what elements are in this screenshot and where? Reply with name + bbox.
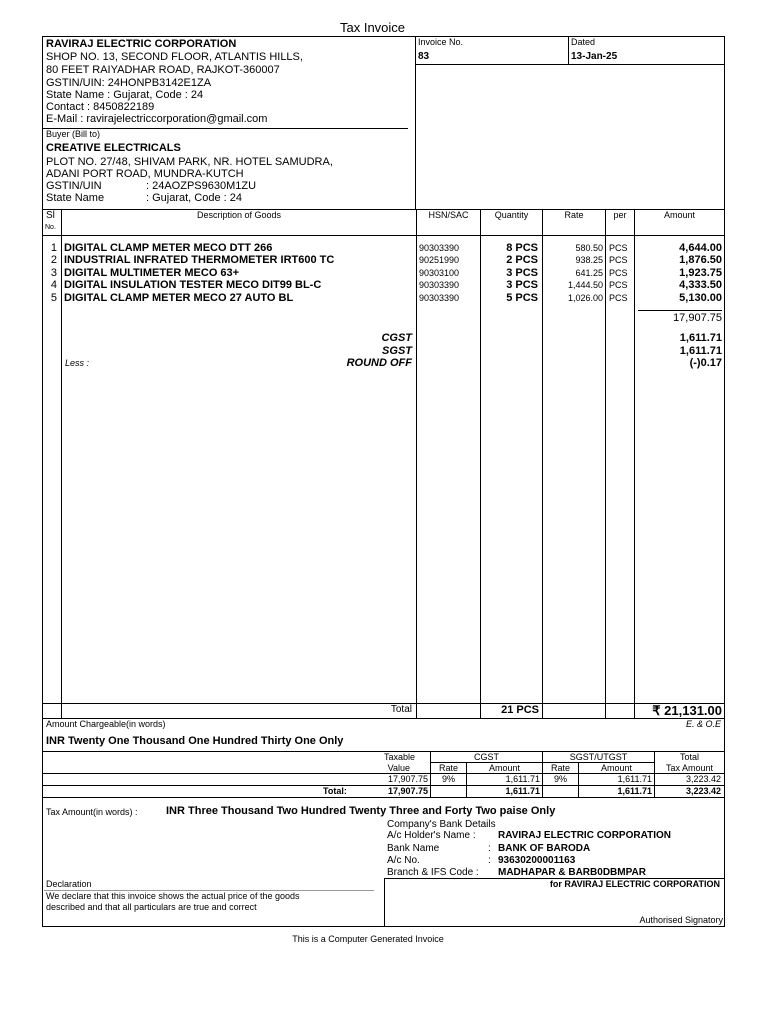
header-amount: Amount xyxy=(663,210,696,220)
item-sl: 2 xyxy=(50,254,57,266)
total-label: Total xyxy=(390,704,412,715)
eoe-label: E. & O.E xyxy=(685,719,721,729)
seller-address-1: SHOP NO. 13, SECOND FLOOR, ATLANTIS HILLS, xyxy=(46,51,303,63)
item-rate: 1,026.00 xyxy=(567,293,603,303)
col-sl-divider xyxy=(61,209,62,718)
less-label: Less : xyxy=(65,358,90,368)
item-per: PCS xyxy=(609,243,628,253)
item-per: PCS xyxy=(609,293,628,303)
tax-words: INR Three Thousand Two Hundred Twenty Three and Forty Two paise Only xyxy=(166,805,556,817)
roundoff-amount: (-)0.17 xyxy=(689,357,722,369)
invoice-box-bottom xyxy=(415,64,724,65)
buyer-address-2: ADANI PORT ROAD, MUNDRA-KUTCH xyxy=(46,168,244,180)
amount-words: INR Twenty One Thousand One Hundred Thirty One Only xyxy=(46,735,344,747)
tax-total-cgst: 1,611.71 xyxy=(505,786,540,796)
header-sl: Sl xyxy=(46,210,55,221)
invoice-title: Tax Invoice xyxy=(340,20,406,35)
seller-state: State Name : Gujarat, Code : 24 xyxy=(46,89,204,101)
item-hsn: 90303390 xyxy=(419,293,460,303)
invoice-no-date-divider xyxy=(568,36,569,64)
tax-header-sgst-amount: Amount xyxy=(600,763,633,773)
bank-acno: 93630200001163 xyxy=(498,855,576,866)
item-per: PCS xyxy=(609,280,628,290)
header-hsn: HSN/SAC xyxy=(428,210,469,220)
item-description: DIGITAL INSULATION TESTER MECO DIT99 BL-C xyxy=(64,279,322,291)
buyer-gstin: : 24AOZPS9630M1ZU xyxy=(146,180,257,192)
item-description: DIGITAL MULTIMETER MECO 63+ xyxy=(64,267,240,279)
footer-note: This is a Computer Generated Invoice xyxy=(292,934,444,944)
item-quantity: 5 PCS xyxy=(506,292,538,304)
buyer-state-label: State Name xyxy=(46,192,105,204)
total-quantity: 21 PCS xyxy=(501,704,539,716)
tax-header-sgst-rate: Rate xyxy=(550,763,570,773)
item-rate: 641.25 xyxy=(575,268,603,278)
cgst-amount: 1,611.71 xyxy=(679,332,722,344)
bank-holder: RAVIRAJ ELECTRIC CORPORATION xyxy=(498,830,671,841)
tax-table-bottom xyxy=(42,797,724,798)
item-hsn: 90303390 xyxy=(419,243,460,253)
invoice-no: 83 xyxy=(418,51,430,62)
item-description: DIGITAL CLAMP METER MECO 27 AUTO BL xyxy=(64,292,294,304)
seller-contact: Contact : 8450822189 xyxy=(46,101,155,113)
item-quantity: 3 PCS xyxy=(506,279,538,291)
seller-address-2: 80 FEET RAIYADHAR ROAD, RAJKOT-360007 xyxy=(46,64,280,76)
tax-row-taxable: 17,907.75 xyxy=(387,774,428,784)
tax-header-taxable: Taxable xyxy=(383,752,415,762)
header-per: per xyxy=(613,210,627,220)
buyer-gstin-label: GSTIN/UIN xyxy=(46,180,102,192)
item-amount: 4,333.50 xyxy=(679,279,722,291)
item-hsn: 90303390 xyxy=(419,280,460,290)
total-amount: ₹ 21,131.00 xyxy=(652,703,722,718)
roundoff-label: ROUND OFF xyxy=(346,357,412,369)
header-vertical-divider xyxy=(415,36,416,209)
bank-name-colon: : xyxy=(488,843,491,854)
buyer-name: CREATIVE ELECTRICALS xyxy=(46,142,181,154)
header-rate: Rate xyxy=(564,210,584,220)
items-header-bottom xyxy=(42,235,724,236)
tax-row-total: 3,223.42 xyxy=(685,774,721,784)
item-rate: 1,444.50 xyxy=(567,280,603,290)
bank-holder-label: A/c Holder's Name : xyxy=(387,830,476,841)
invoice-date-label: Dated xyxy=(571,37,596,47)
tax-total-taxable: 17,907.75 xyxy=(387,786,428,796)
header-description: Description of Goods xyxy=(196,210,282,220)
bank-name: BANK OF BARODA xyxy=(498,843,591,854)
frame-right xyxy=(724,36,725,927)
bank-ifs: MADHAPAR & BARB0DBMPAR xyxy=(498,867,646,878)
authorised-signatory: Authorised Signatory xyxy=(639,915,723,925)
invoice-no-label: Invoice No. xyxy=(418,37,464,47)
tax-row-sgst-rate: 9% xyxy=(553,774,567,784)
tax-total-label: Total: xyxy=(323,786,347,796)
buyer-label: Buyer (Bill to) xyxy=(46,129,101,139)
item-description: DIGITAL CLAMP METER MECO DTT 266 xyxy=(64,242,273,254)
buyer-address-1: PLOT NO. 27/48, SHIVAM PARK, NR. HOTEL SAMUDRA, xyxy=(46,156,333,168)
amount-words-label: Amount Chargeable(in words) xyxy=(46,719,166,729)
subtotal-amount: 17,907.75 xyxy=(673,312,722,324)
bank-ifs-label: Branch & IFS Code : xyxy=(387,867,479,878)
seller-name: RAVIRAJ ELECTRIC CORPORATION xyxy=(46,38,237,50)
tax-total-tax-amount: 3,223.42 xyxy=(685,786,721,796)
item-sl: 1 xyxy=(50,242,57,254)
item-description: INDUSTRIAL INFRATED THERMOMETER IRT600 TC xyxy=(64,254,335,266)
buyer-state: : Gujarat, Code : 24 xyxy=(146,192,242,204)
tax-words-label: Tax Amount(in words) : xyxy=(46,807,138,817)
tax-header-cgst-rate: Rate xyxy=(438,763,458,773)
col-rate-divider xyxy=(605,209,606,718)
sgst-amount: 1,611.71 xyxy=(679,345,722,357)
item-amount: 1,923.75 xyxy=(679,267,722,279)
item-amount: 5,130.00 xyxy=(679,292,722,304)
seller-gstin: GSTIN/UIN: 24HONPB3142E1ZA xyxy=(46,77,212,89)
invoice-date: 13-Jan-25 xyxy=(571,51,618,62)
col-desc-divider xyxy=(416,209,417,718)
seller-email: E-Mail : ravirajelectriccorporation@gmail.com xyxy=(46,113,268,125)
frame-top xyxy=(42,36,724,37)
item-quantity: 2 PCS xyxy=(506,254,538,266)
item-amount: 4,644.00 xyxy=(679,242,722,254)
item-hsn: 90251990 xyxy=(419,255,460,265)
item-rate: 938.25 xyxy=(575,255,603,265)
item-sl: 3 xyxy=(50,267,57,279)
item-sl: 5 xyxy=(50,292,57,304)
tax-header-total: Total xyxy=(679,752,699,762)
header-quantity: Quantity xyxy=(494,210,529,220)
cgst-label: CGST xyxy=(381,332,412,344)
item-hsn: 90303100 xyxy=(419,268,460,278)
header-no: No. xyxy=(45,224,56,231)
item-quantity: 8 PCS xyxy=(506,242,538,254)
item-sl: 4 xyxy=(50,279,57,291)
signature-left-line xyxy=(384,878,385,926)
bank-acno-label: A/c No. xyxy=(387,855,420,866)
bank-name-label: Bank Name xyxy=(387,843,440,854)
tax-header-sgst: SGST/UTGST xyxy=(569,752,628,762)
frame-left xyxy=(42,36,43,927)
tax-header-cgst-amount: Amount xyxy=(488,763,521,773)
sgst-label: SGST xyxy=(382,345,412,357)
item-per: PCS xyxy=(609,268,628,278)
frame-bottom xyxy=(42,926,724,927)
signature-for: for RAVIRAJ ELECTRIC CORPORATION xyxy=(549,879,720,889)
tax-row-cgst-amount: 1,611.71 xyxy=(505,774,540,784)
tax-header-cgst: CGST xyxy=(473,752,499,762)
item-rate: 580.50 xyxy=(575,243,603,253)
tax-header-value: Value xyxy=(387,763,410,773)
tax-row-cgst-rate: 9% xyxy=(441,774,455,784)
item-quantity: 3 PCS xyxy=(506,267,538,279)
subtotal-line xyxy=(638,310,722,311)
bank-acno-colon: : xyxy=(488,855,491,866)
declaration-line-2: described and that all particulars are true and correct xyxy=(46,902,257,912)
item-amount: 1,876.50 xyxy=(679,254,722,266)
declaration-line-1: We declare that this invoice shows the actual price of the goods xyxy=(46,891,300,901)
bank-heading: Company's Bank Details xyxy=(387,819,496,830)
item-per: PCS xyxy=(609,255,628,265)
tax-row-sgst-amount: 1,611.71 xyxy=(617,774,652,784)
tax-header-tax-amount: Tax Amount xyxy=(665,763,714,773)
declaration-label: Declaration xyxy=(46,879,92,889)
tax-total-sgst: 1,611.71 xyxy=(617,786,652,796)
